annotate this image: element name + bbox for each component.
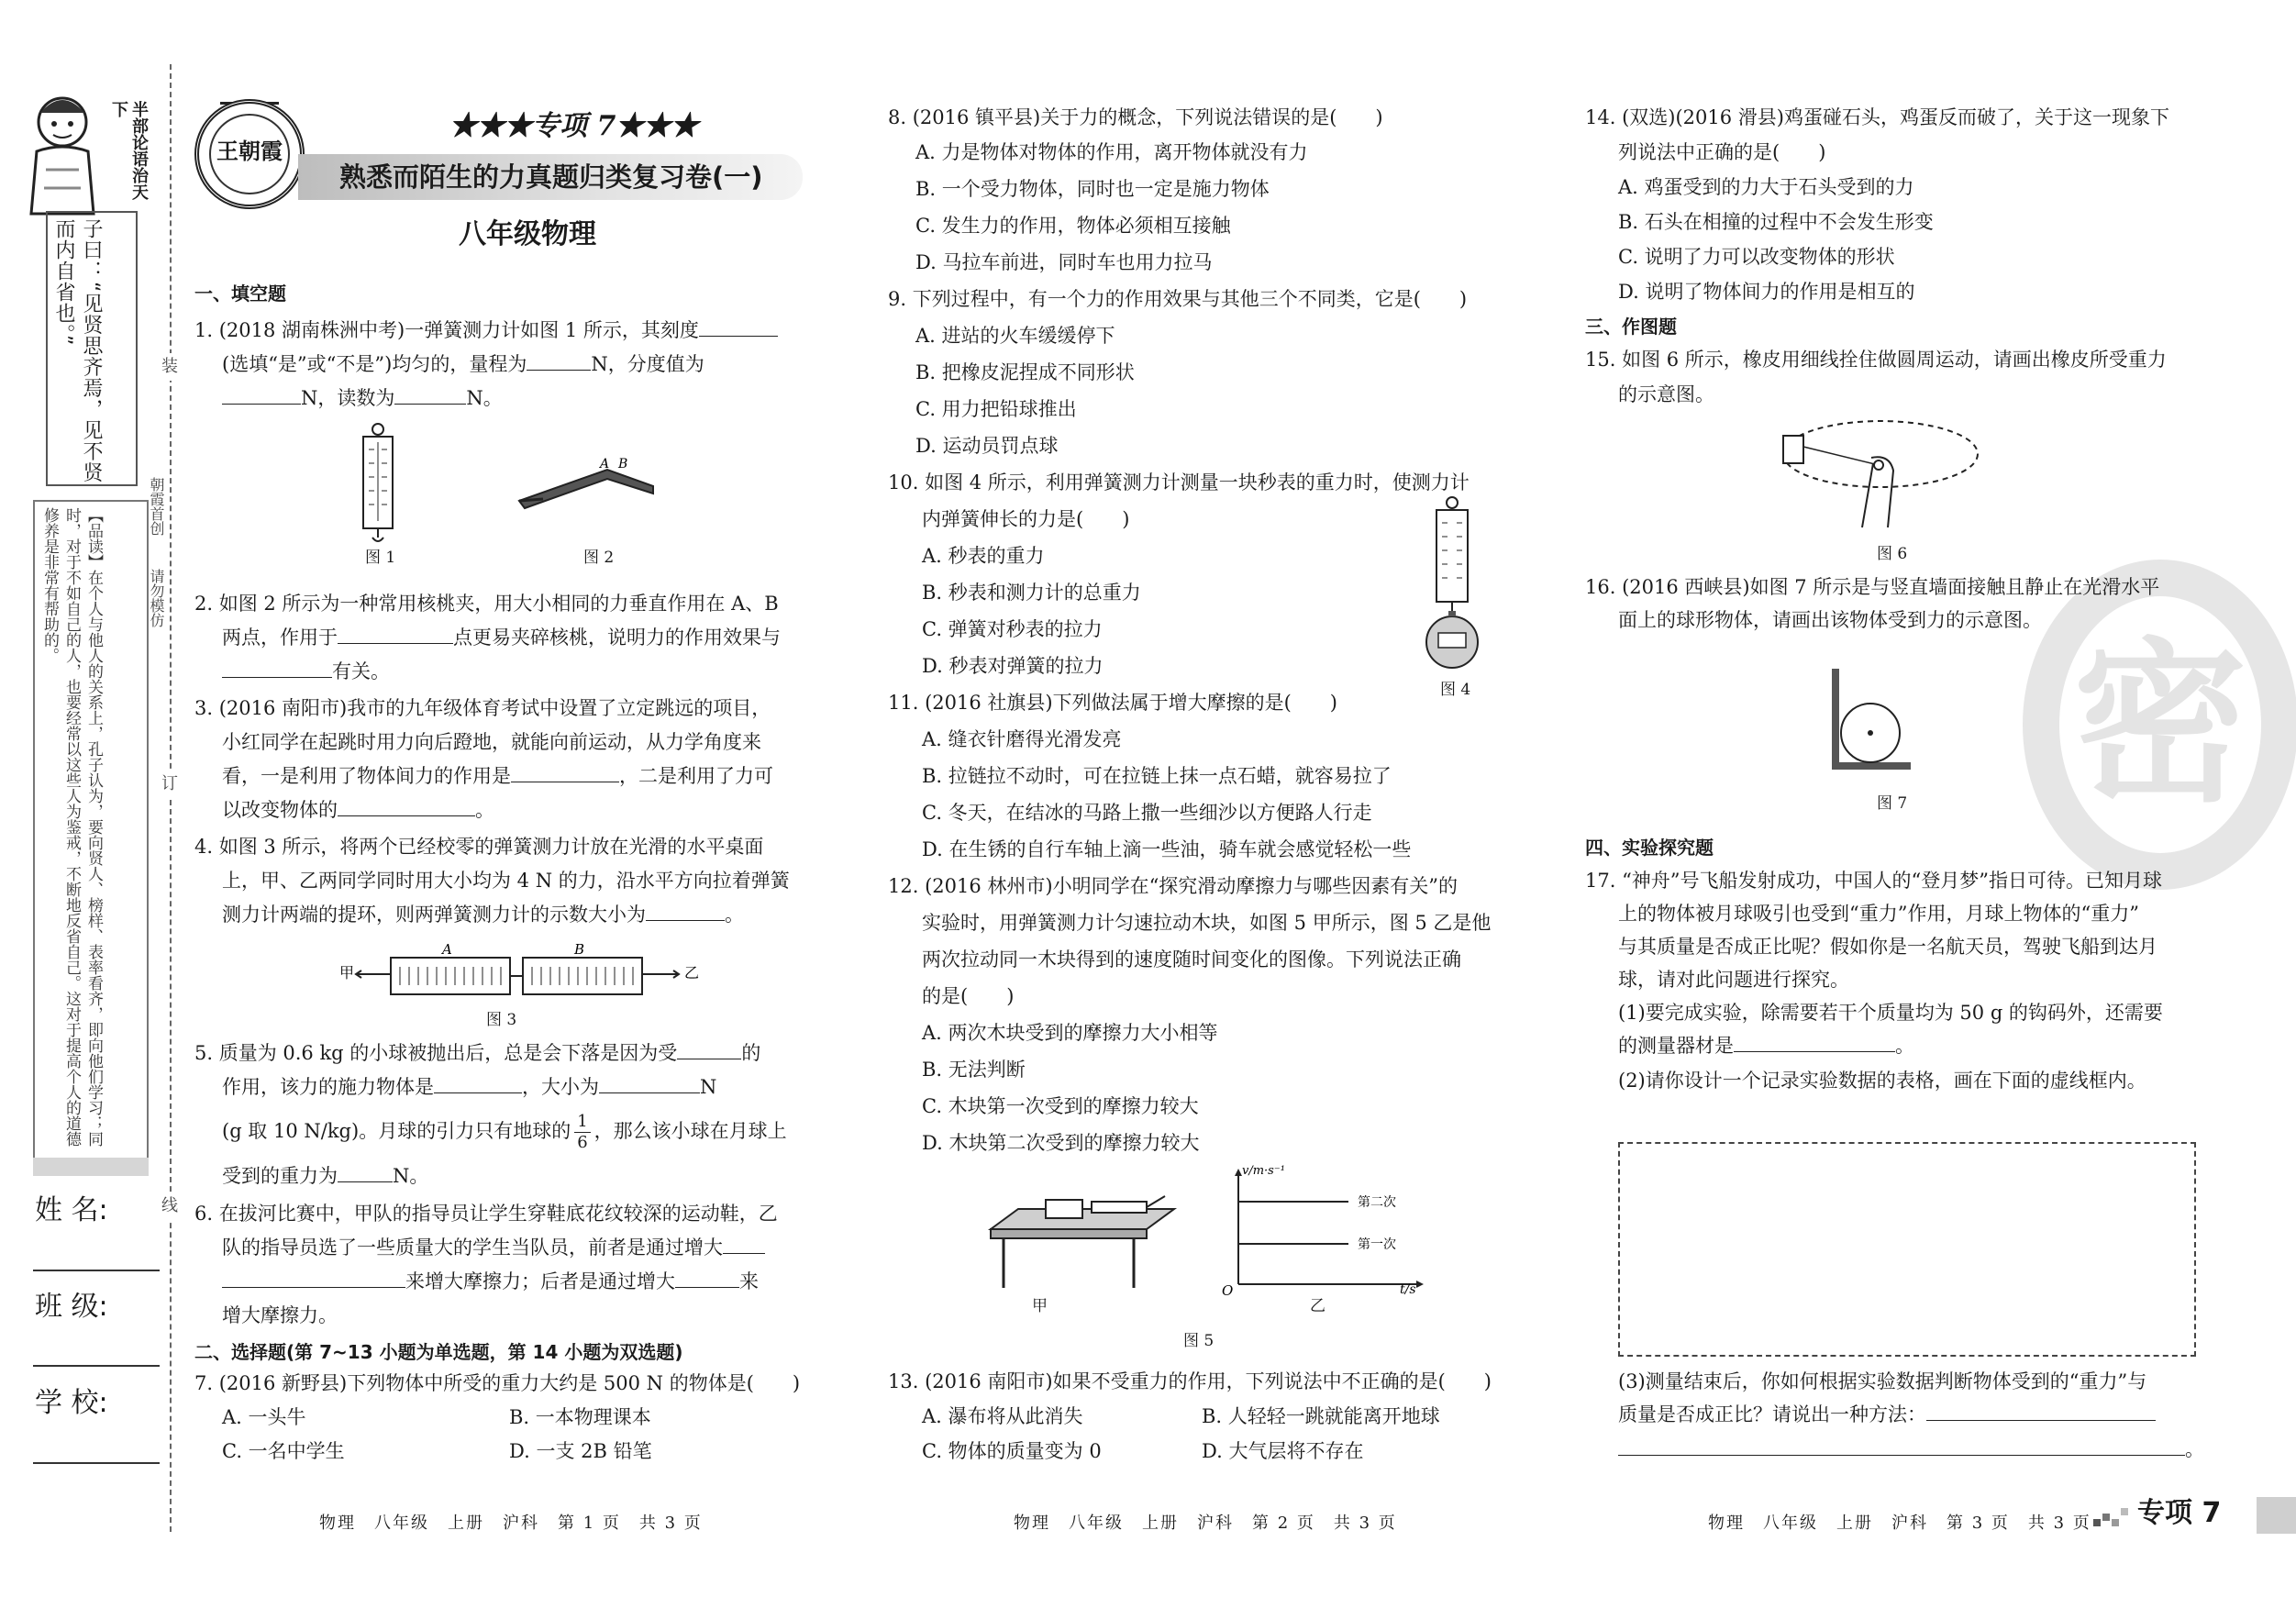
page-footer: 物理 八年级 上册 沪科 第 3 页 共 3 页 — [1708, 1514, 2091, 1533]
data-table-drawing-area[interactable] — [1618, 1142, 2196, 1357]
option-c[interactable]: C. 木块第一次受到的摩擦力较大 — [922, 1095, 1199, 1117]
answer-blank[interactable] — [677, 1036, 741, 1059]
option-c[interactable]: C. 冬天，在结冰的马路上撒一些细沙以方便路人行走 — [922, 802, 1372, 824]
question-12-line: 两次拉动同一木块得到的速度随时间变化的图像。下列说法正确 — [922, 948, 1461, 970]
question-17-part-1: (1)要完成实验，除需要若干个质量均为 50 g 的钩码外，还需要 — [1618, 1002, 2163, 1024]
question-16-line: 面上的球形物体，请画出该物体受到力的示意图。 — [1618, 609, 2042, 631]
question-8: 8. (2016 镇平县)关于力的概念，下列说法错误的是( ) — [888, 106, 1383, 128]
spring-scale-figure — [350, 422, 405, 541]
question-3-line: 小红同学在起跳时用力向后蹬地，就能向前运动，从力学角度来 — [222, 731, 761, 753]
option-a[interactable]: A. 一头牛 — [222, 1406, 306, 1428]
answer-blank[interactable] — [338, 1159, 393, 1182]
bind-word: 订 — [158, 771, 182, 798]
option-c[interactable]: C. 发生力的作用，物体必须相互接触 — [915, 215, 1231, 237]
question-14: 14. (双选)(2016 滑县)鸡蛋碰石头，鸡蛋反而破了，关于这一现象下 — [1585, 106, 2169, 128]
question-15-line: 的示意图。 — [1618, 383, 1714, 405]
option-d[interactable]: D. 大气层将不存在 — [1202, 1440, 1364, 1462]
fraction: $\frac{1}{6}$ — [574, 1112, 590, 1153]
fig5-label-jia: 甲 — [1032, 1297, 1048, 1315]
question-17-line: 与其质量是否成正比呢？假如你是一名航天员，驾驶飞船到达月 — [1618, 936, 2157, 958]
question-12-line: 的是( ) — [922, 985, 1015, 1007]
answer-blank[interactable] — [434, 1070, 522, 1093]
question-15: 15. 如图 6 所示，橡皮用细线拴住做圆周运动，请画出橡皮所受重力 — [1585, 349, 2167, 371]
question-5: 5. 质量为 0.6 kg 的小球被抛出后，总是会下落是因为受 的 — [194, 1035, 760, 1071]
class-label: 班 级: — [35, 1291, 108, 1323]
option-a[interactable]: A. 力是物体对物体的作用，离开物体就没有力 — [915, 141, 1308, 163]
answer-blank[interactable] — [338, 620, 453, 644]
svg-text:B: B — [618, 457, 628, 471]
question-12: 12. (2016 林州市)小明同学在“探究滑动摩擦力与哪些因素有关”的 — [888, 875, 1459, 897]
option-b[interactable]: B. 人轻轻一跳就能离开地球 — [1202, 1405, 1440, 1427]
question-3-line: 看，一是利用了物体间力的作用是 ，二是利用了力可 — [222, 758, 773, 794]
answer-blank[interactable] — [1926, 1397, 2156, 1421]
side-word: 请勿模仿 — [148, 569, 165, 627]
answer-blank[interactable] — [394, 381, 466, 405]
question-4-line: 上，甲、乙两同学同时用大小均为 4 N 的力，沿水平方向拉着弹簧 — [222, 870, 790, 892]
option-a[interactable]: A. 鸡蛋受到的力大于石头受到的力 — [1618, 176, 1914, 198]
question-17: 17. “神舟”号飞船发射成功，中国人的“登月梦”指日可待。已知月球 — [1585, 870, 2163, 892]
nutcracker-figure — [516, 459, 662, 523]
option-b[interactable]: B. 秒表和测力计的总重力 — [922, 582, 1141, 604]
brand-logo: 王朝霞 — [216, 138, 283, 164]
fig5-series-2: 第二次 — [1358, 1195, 1396, 1210]
figure-4-caption: 图 4 — [1440, 681, 1471, 699]
option-d[interactable]: D. 一支 2B 铅笔 — [509, 1440, 652, 1462]
option-b[interactable]: B. 把橡皮泥捏成不同形状 — [915, 361, 1135, 383]
option-d[interactable]: D. 马拉车前进，同时车也用力拉马 — [915, 251, 1213, 273]
option-a[interactable]: A. 秒表的重力 — [922, 545, 1045, 567]
footer-band — [2257, 1497, 2296, 1534]
page-footer: 物理 八年级 上册 沪科 第 2 页 共 3 页 — [1014, 1514, 1397, 1533]
question-17-part-1-line: 的测量器材是 。 — [1618, 1027, 1914, 1064]
fig5-ylabel: v/m·s⁻¹ — [1242, 1164, 1285, 1178]
option-d[interactable]: D. 运动员罚点球 — [915, 435, 1059, 457]
comment-text: 【品读】在个人与他人的关系上，孔子认为，要向贤人、榜样、表率看齐，即向他们学习；同时，对于不如自己的人，也要经常以这些人为鉴戒，不断地反省自己。这对于提高个人的道德修养是非常有帮助的。 — [40, 507, 103, 1147]
question-12-line: 实验时，用弹簧测力计匀速拉动木块，如图 5 甲所示，图 5 乙是他 — [922, 912, 1492, 934]
fig3-label-a: A — [442, 941, 452, 958]
question-16: 16. (2016 西峡县)如图 7 所示是与竖直墙面接触且静止在光滑水平 — [1585, 576, 2160, 598]
option-d[interactable]: D. 秒表对弹簧的拉力 — [922, 655, 1104, 677]
answer-blank[interactable] — [1618, 1432, 2185, 1456]
question-9: 9. 下列过程中，有一个力的作用效果与其他三个不同类，它是( ) — [888, 288, 1468, 310]
fig3-label-yi: 乙 — [684, 964, 700, 981]
question-3: 3. (2016 南阳市)我市的九年级体育考试中设置了立定跳远的项目， — [194, 697, 771, 719]
question-17-line: 球，请对此问题进行探究。 — [1618, 969, 1849, 991]
question-5-line: (g 取 10 N/kg)。月球的引力只有地球的 $\frac{1}{6}$ ，那么该小球在月球上 — [222, 1112, 787, 1152]
bind-word: 装 — [158, 353, 182, 381]
option-a[interactable]: A. 缝衣针磨得光滑发亮 — [922, 728, 1122, 750]
motto: 半部论语治天下 — [109, 101, 149, 200]
footer-ornament — [2093, 1506, 2130, 1528]
section-explore: 四、实验探究题 — [1585, 837, 1714, 859]
fig5-xlabel: t/s — [1400, 1282, 1416, 1297]
option-c[interactable]: C. 一名中学生 — [222, 1440, 345, 1462]
spring-scale-stopwatch-figure — [1420, 495, 1484, 670]
option-c[interactable]: C. 说明了力可以改变物体的形状 — [1618, 246, 1895, 268]
option-b[interactable]: B. 石头在相撞的过程中不会发生形变 — [1618, 211, 1934, 233]
block-pull-figure — [982, 1192, 1174, 1293]
option-c[interactable]: C. 弹簧对秒表的拉力 — [922, 618, 1103, 640]
option-d[interactable]: D. 木块第二次受到的摩擦力较大 — [922, 1132, 1200, 1154]
circular-motion-figure — [1770, 417, 1981, 537]
option-b[interactable]: B. 无法判断 — [922, 1059, 1026, 1081]
question-10-line: 内弹簧伸长的力是( ) — [922, 508, 1130, 530]
question-2-line: 有关。 — [222, 653, 390, 690]
fig5-series-1: 第一次 — [1358, 1237, 1396, 1252]
option-a[interactable]: A. 两次木块受到的摩擦力大小相等 — [922, 1022, 1218, 1044]
answer-blank[interactable] — [723, 1230, 765, 1254]
question-17-part-3: (3)测量结束后，你如何根据实验数据判断物体受到的“重力”与 — [1618, 1370, 2147, 1392]
subject-title: 八年级物理 — [459, 218, 596, 250]
question-2-line: 两点，作用于 点更易夹碎核桃，说明力的作用效果与 — [222, 619, 781, 656]
answer-blank[interactable] — [646, 897, 725, 921]
answer-blank[interactable] — [699, 313, 778, 337]
option-b[interactable]: B. 拉链拉不动时，可在拉链上抹一点石蜡，就容易拉了 — [922, 765, 1392, 787]
fig3-label-jia: 甲 — [339, 964, 355, 981]
question-6-line: 来增大摩擦力；后者是通过增大 来 — [222, 1263, 759, 1300]
answer-blank[interactable] — [222, 654, 332, 678]
option-b[interactable]: B. 一本物理课本 — [509, 1406, 651, 1428]
velocity-time-graph — [1220, 1164, 1440, 1299]
question-3-line: 以改变物体的 。 — [222, 792, 494, 828]
fig5-label-yi: 乙 — [1310, 1297, 1325, 1315]
answer-blank[interactable] — [527, 347, 591, 371]
question-11: 11. (2016 社旗县)下列做法属于增大摩擦的是( ) — [888, 692, 1337, 714]
name-label: 姓 名: — [35, 1194, 108, 1226]
option-d[interactable]: D. 在生锈的自行车轴上滴一些油，骑车就会感觉轻松一些 — [922, 838, 1412, 860]
question-17-part-3-line: 质量是否成正比？请说出一种方法： — [1618, 1396, 2156, 1433]
answer-blank[interactable] — [1734, 1028, 1895, 1052]
section-fill: 一、填空题 — [194, 283, 286, 305]
question-4: 4. 如图 3 所示，将两个已经校零的弹簧测力计放在光滑的水平桌面 — [194, 836, 764, 858]
school-label: 学 校: — [35, 1387, 108, 1419]
page-title: 熟悉而陌生的力真题归类复习卷(一) — [339, 161, 763, 193]
fig5-origin: O — [1222, 1282, 1234, 1299]
question-17-part-3-line: 。 — [1618, 1431, 2204, 1468]
option-b[interactable]: B. 一个受力物体，同时也一定是施力物体 — [915, 178, 1270, 200]
figure-6-caption: 图 6 — [1877, 545, 1908, 563]
question-4-line: 测力计两端的提环，则两弹簧测力计的示数大小为 。 — [222, 896, 744, 933]
option-a[interactable]: A. 进站的火车缓缓停下 — [915, 325, 1115, 347]
question-5-line: 作用，该力的施力物体是 ，大小为 N — [222, 1069, 716, 1105]
question-17-part-2: (2)请你设计一个记录实验数据的表格，画在下面的虚线框内。 — [1618, 1070, 2146, 1092]
bind-word: 线 — [158, 1192, 182, 1220]
question-13: 13. (2016 南阳市)如果不受重力的作用，下列说法中不正确的是( ) — [888, 1370, 1492, 1392]
binding-line — [170, 64, 172, 1532]
question-1-line: (选填“是”或“不是”)均匀的，量程为 N，分度值为 — [222, 346, 704, 383]
answer-blank[interactable] — [222, 1264, 405, 1288]
side-word: 朝霞首创 — [148, 477, 165, 536]
name-line[interactable] — [33, 1270, 160, 1271]
answer-blank[interactable] — [599, 1070, 700, 1093]
question-6-line: 队的指导员选了一些质量大的学生当队员，前者是通过增大 — [222, 1229, 765, 1266]
class-line[interactable] — [33, 1365, 160, 1367]
figure-5-caption: 图 5 — [1183, 1332, 1215, 1350]
binding-strip — [0, 0, 170, 1597]
figure-7-caption: 图 7 — [1877, 794, 1908, 813]
special-label: ★★★专项 7★★★ — [449, 110, 699, 142]
question-2: 2. 如图 2 所示为一种常用核桃夹，用大小相同的力垂直作用在 A、B — [194, 593, 779, 615]
special-footer-label: 专项 7 — [2137, 1497, 2222, 1529]
question-6-line: 增大摩擦力。 — [222, 1304, 338, 1326]
figure-1-caption: 图 1 — [365, 549, 396, 567]
section-choice: 二、选择题(第 7~13 小题为单选题，第 14 小题为双选题) — [194, 1341, 683, 1363]
svg-text:A: A — [600, 457, 610, 471]
answer-blank[interactable] — [222, 381, 301, 405]
question-1: 1. (2018 湖南株洲中考)一弹簧测力计如图 1 所示，其刻度 — [194, 312, 778, 349]
question-17-line: 上的物体被月球吸引也受到“重力”作用，月球上物体的“重力” — [1618, 903, 2139, 925]
page-footer: 物理 八年级 上册 沪科 第 1 页 共 3 页 — [319, 1514, 703, 1533]
answer-blank[interactable] — [675, 1264, 739, 1288]
answer-blank[interactable] — [511, 759, 619, 782]
section-draw: 三、作图题 — [1585, 316, 1677, 338]
two-spring-scales-figure — [339, 941, 725, 1009]
figure-3-caption: 图 3 — [486, 1011, 517, 1029]
option-d[interactable]: D. 说明了物体间力的作用是相互的 — [1618, 281, 1915, 303]
question-1-line: N，读数为 N。 — [222, 380, 503, 416]
confucius-quote: 子曰：“见贤思齐焉，见不贤而内自省也。” — [52, 218, 103, 483]
strip-divider — [33, 1158, 149, 1176]
question-10: 10. 如图 4 所示，利用弹簧测力计测量一块秒表的重力时，使测力计 — [888, 471, 1470, 494]
option-a[interactable]: A. 瀑布将从此消失 — [922, 1405, 1083, 1427]
question-6: 6. 在拔河比赛中，甲队的指导员让学生穿鞋底花纹较深的运动鞋，乙 — [194, 1203, 778, 1225]
seal-watermark-char: 密 — [2073, 623, 2248, 826]
fig3-label-b: B — [574, 941, 585, 958]
figure-2-caption: 图 2 — [583, 549, 615, 567]
question-5-line: 受到的重力为 N。 — [222, 1158, 428, 1194]
question-7: 7. (2016 新野县)下列物体中所受的重力大约是 500 N 的物体是( ) — [194, 1372, 801, 1394]
ball-wall-figure — [1821, 665, 1913, 775]
answer-blank[interactable] — [338, 793, 475, 816]
school-line[interactable] — [33, 1462, 160, 1464]
option-c[interactable]: C. 用力把铅球推出 — [915, 398, 1077, 420]
question-14-line: 列说法中正确的是( ) — [1618, 141, 1826, 163]
option-c[interactable]: C. 物体的质量变为 0 — [922, 1440, 1102, 1462]
